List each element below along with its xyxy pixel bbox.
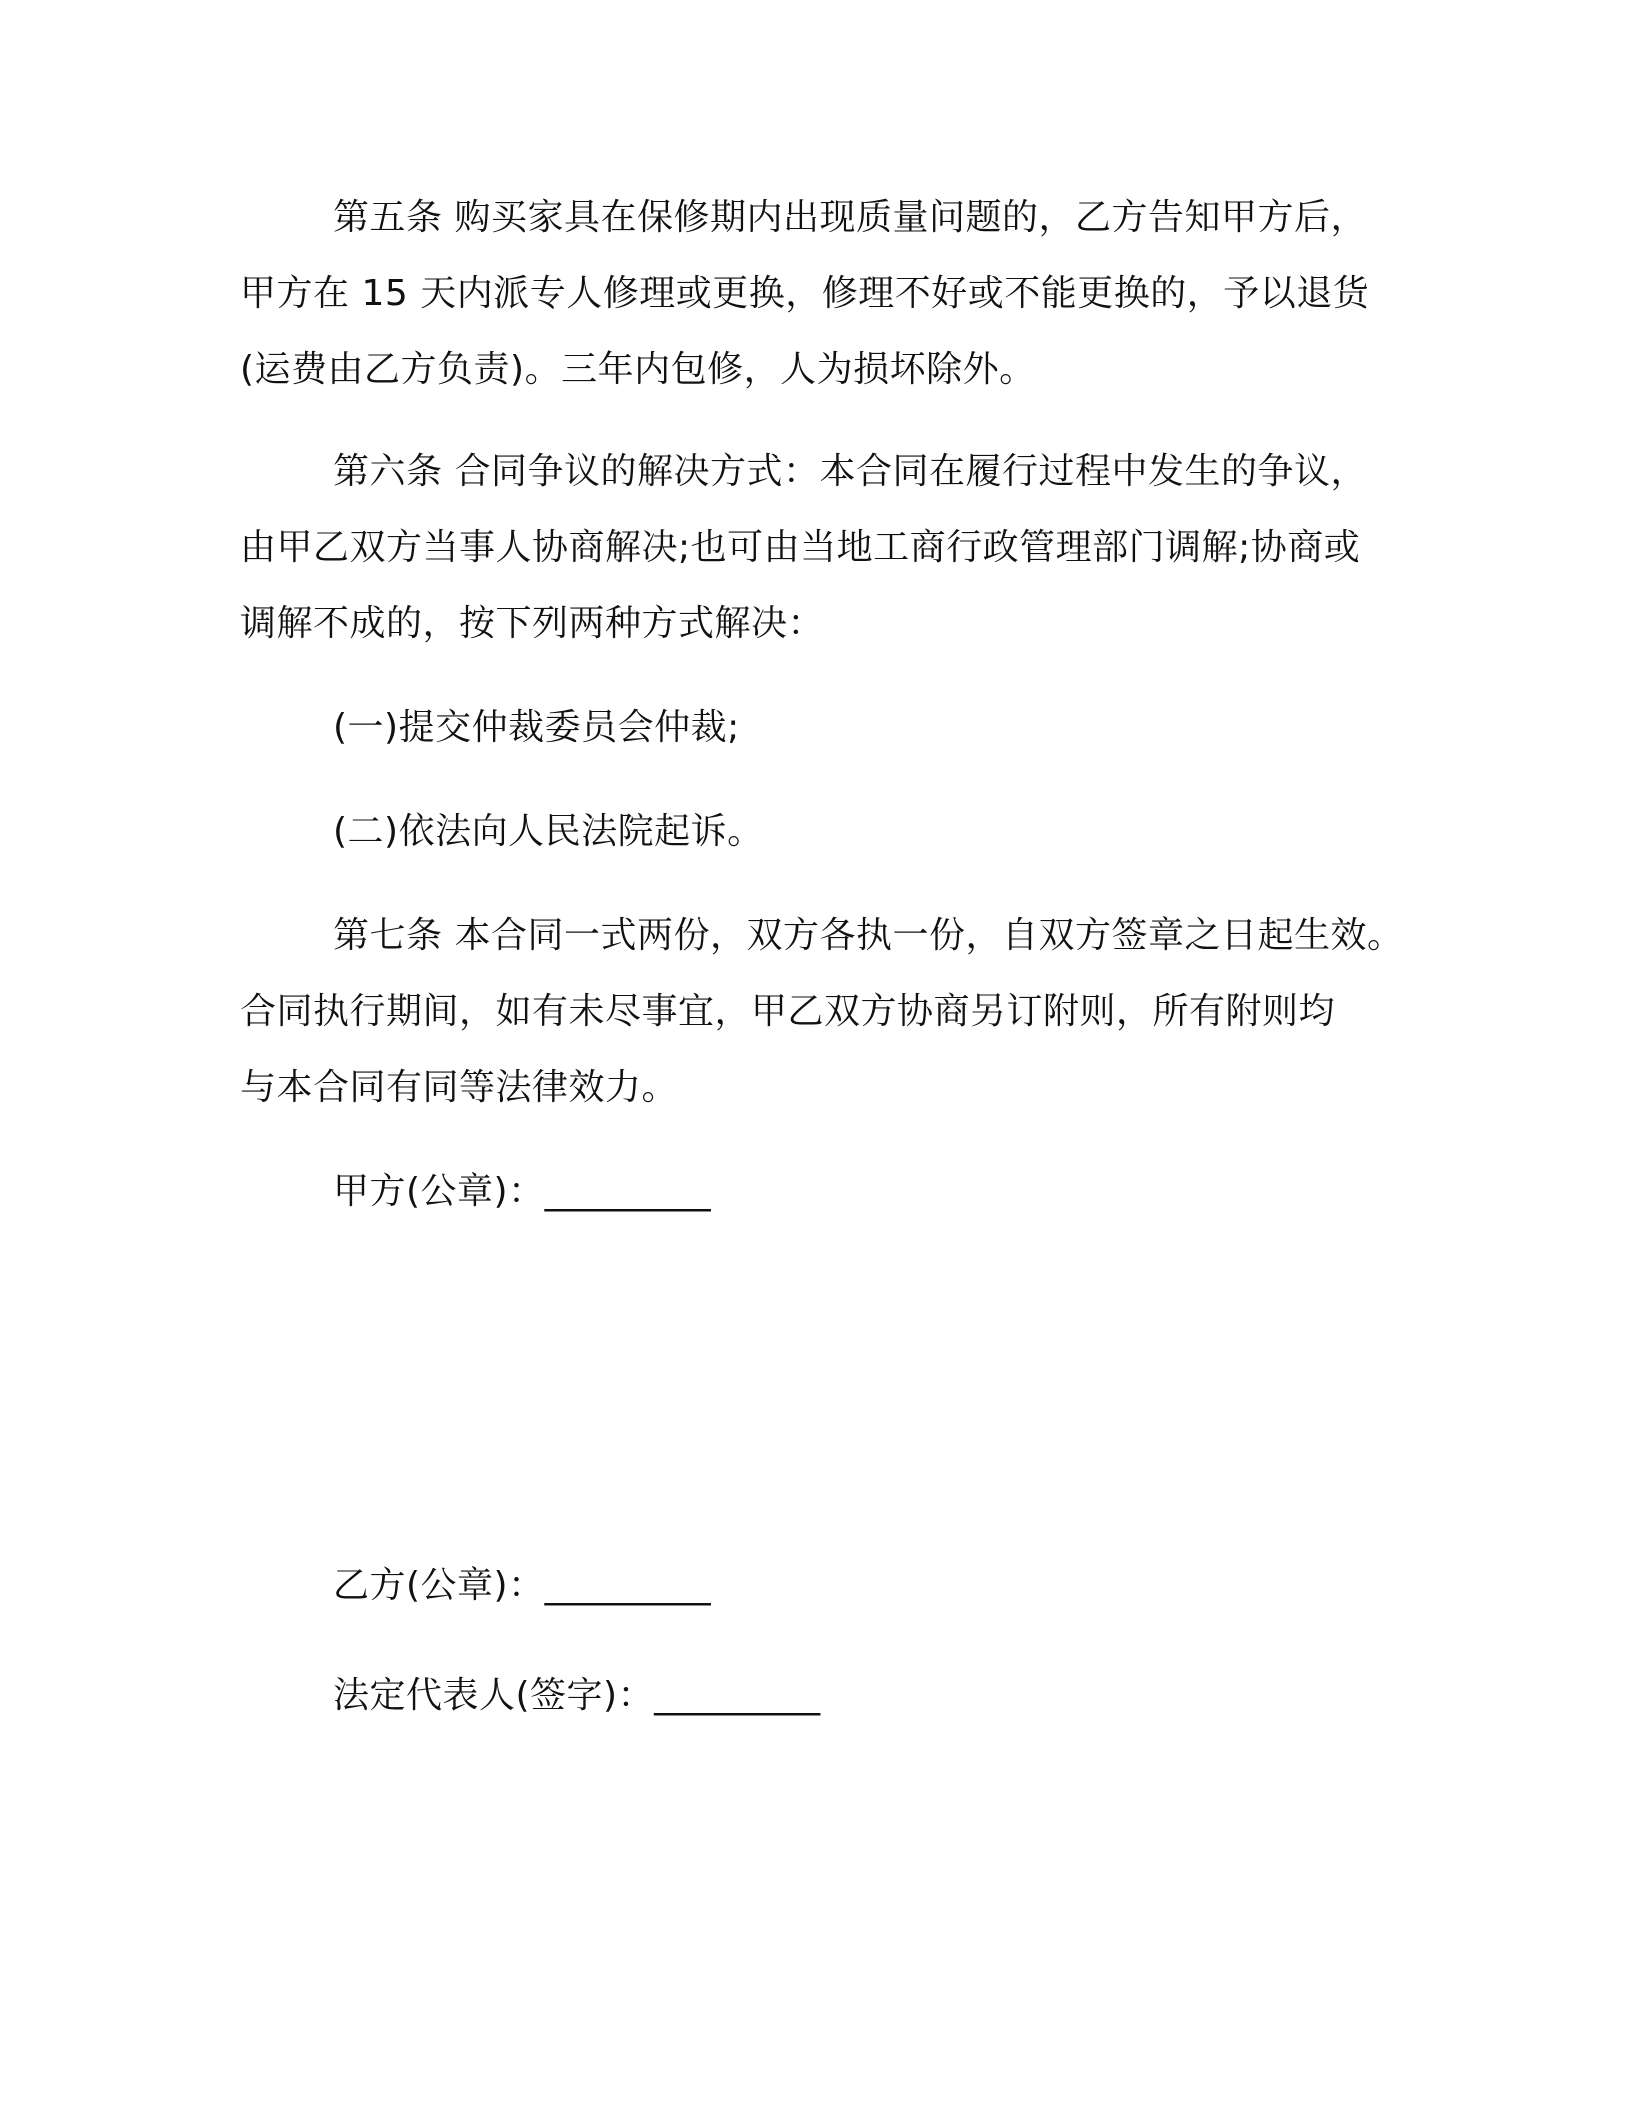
article-5-line-2: 甲方在 15 天内派专人修理或更换，修理不好或不能更换的，予以退货	[240, 273, 1370, 314]
article-6-line-3: 调解不成的，按下列两种方式解决：	[240, 603, 825, 644]
article-6-line-2: 由甲乙双方当事人协商解决;也可由当地工商行政管理部门调解;协商或	[240, 527, 1361, 568]
party-b-signature: 乙方(公章)：_________	[333, 1565, 712, 1606]
party-a-signature: 甲方(公章)：_________	[333, 1171, 712, 1212]
article-5-line-3: (运费由乙方负责)。三年内包修，人为损坏除外。	[240, 349, 1036, 390]
article-7-line-1: 第七条 本合同一式两份，双方各执一份，自双方签章之日起生效。	[333, 915, 1404, 956]
dispute-option-1: (一)提交仲裁委员会仲裁;	[333, 707, 740, 748]
article-7-line-2: 合同执行期间，如有未尽事宜，甲乙双方协商另订附则，所有附则均	[240, 991, 1336, 1032]
article-6-line-1: 第六条 合同争议的解决方式：本合同在履行过程中发生的争议，	[333, 451, 1367, 492]
legal-representative-signature: 法定代表人(签字)：_________	[333, 1675, 821, 1716]
dispute-option-2: (二)依法向人民法院起诉。	[333, 811, 764, 852]
article-5-line-1: 第五条 购买家具在保修期内出现质量问题的，乙方告知甲方后，	[333, 197, 1367, 238]
article-7-line-3: 与本合同有同等法律效力。	[240, 1067, 679, 1108]
